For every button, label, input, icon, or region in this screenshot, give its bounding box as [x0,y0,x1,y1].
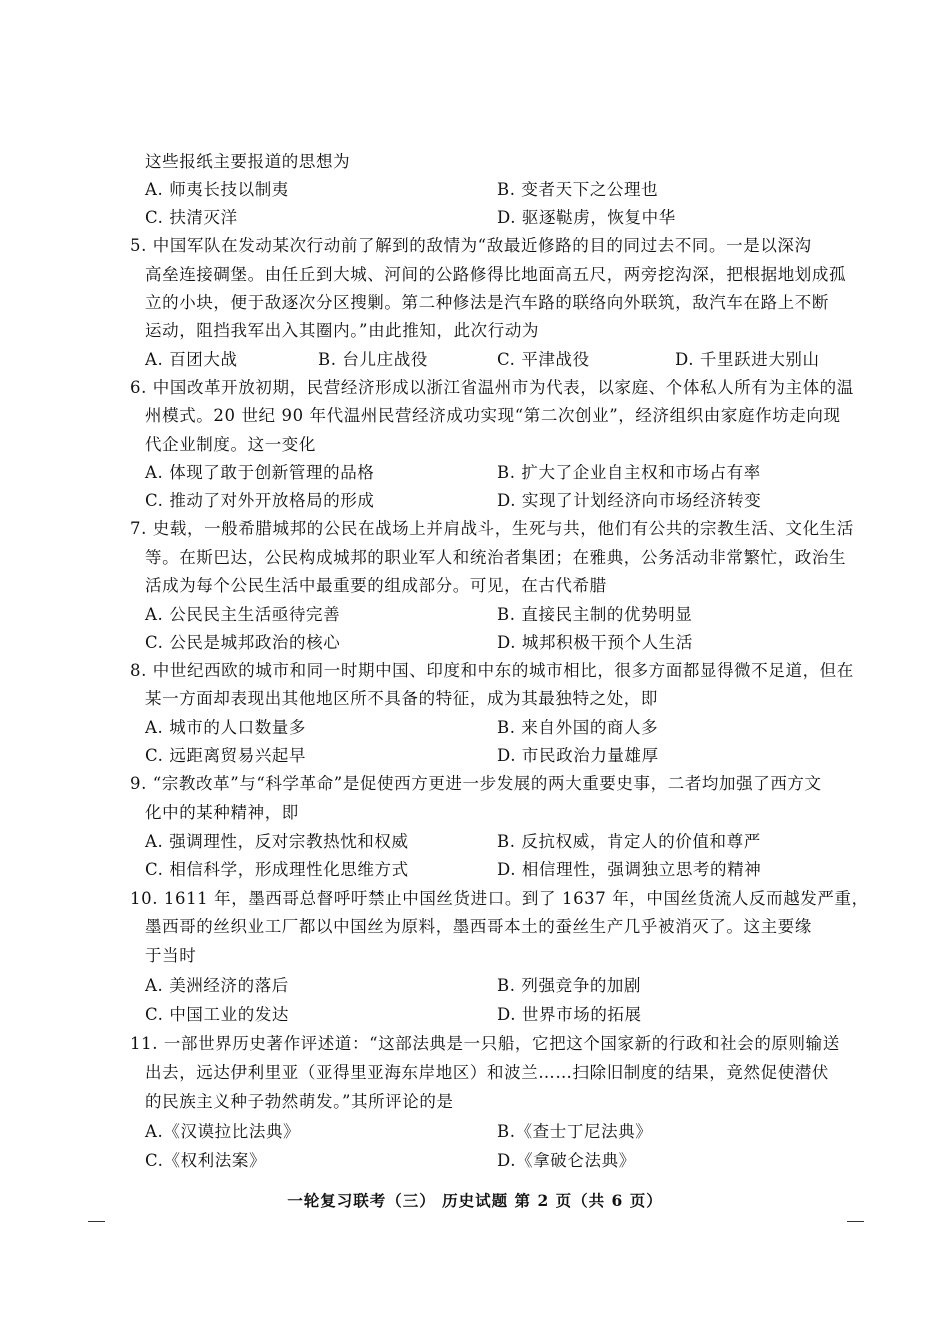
q7-line-3: 活成为每个公民生活中最重要的组成部分。可见，在古代希腊 [145,576,607,595]
right-crop-mark [847,1221,864,1222]
q7-option-c: C. 公民是城邦政治的核心 [145,633,341,652]
q9-line-2: 化中的某种精神，即 [145,803,299,822]
q6-option-b: B. 扩大了企业自主权和市场占有率 [497,463,761,482]
q6-option-a: A. 体现了敢于创新管理的品格 [145,463,375,482]
q10-line-1: 10. 1611 年，墨西哥总督呼吁禁止中国丝货进口。到了 1637 年，中国丝货流人反而越发严重， [130,889,869,908]
q7-option-d: D. 城邦积极干预个人生活 [497,633,693,652]
q5-line-3: 立的小块，便于敌逐次分区搜剿。第二种修法是汽车路的联络向外联筑，敌汽车在路上不断 [145,293,829,312]
q10-line-3: 于当时 [145,946,197,965]
q7-line-1: 7. 史载，一般希腊城邦的公民在战场上并肩战斗，生死与共，他们有公共的宗教生活、文化生活 [130,519,854,538]
q11-line-1: 11. 一部世界历史著作评述道：“这部法典是一只船，它把这个国家新的行政和社会的原则输送 [130,1034,840,1053]
q11-line-2: 出去，远达伊利里亚（亚得里亚海东岸地区）和波兰……扫除旧制度的结果，竟然促使潜伏 [145,1063,829,1082]
question-4-stem-end: 这些报纸主要报道的思想为 [145,152,351,171]
q9-line-1: 9. “宗教改革”与“科学革命”是促使西方更进一步发展的两大重要史事，二者均加强了西方文 [130,774,822,793]
q6-line-1: 6. 中国改革开放初期，民营经济形成以浙江省温州市为代表，以家庭、个体私人所有为主体的温 [130,378,854,397]
q10-option-a: A. 美洲经济的落后 [145,976,289,995]
q11-option-d: D.《拿破仑法典》 [497,1151,636,1170]
q5-option-d: D. 千里跃进大别山 [675,350,820,369]
q8-option-d: D. 市民政治力量雄厚 [497,746,659,765]
q9-option-d: D. 相信理性，强调独立思考的精神 [497,860,762,879]
q11-line-3: 的民族主义种子勃然萌发。”其所评论的是 [145,1092,454,1111]
q11-option-b: B.《查士丁尼法典》 [497,1122,653,1141]
q8-option-a: A. 城市的人口数量多 [145,718,307,737]
q7-option-b: B. 直接民主制的优势明显 [497,605,693,624]
q11-option-a: A.《汉谟拉比法典》 [145,1122,301,1141]
q9-option-a: A. 强调理性，反对宗教热忱和权威 [145,832,409,851]
q8-option-b: B. 来自外国的商人多 [497,718,659,737]
q5-option-a: A. 百团大战 [145,350,238,369]
q10-option-c: C. 中国工业的发达 [145,1005,290,1024]
q9-option-b: B. 反抗权威，肯定人的价值和尊严 [497,832,761,851]
q6-option-c: C. 推动了对外开放格局的形成 [145,491,375,510]
q9-option-c: C. 相信科学，形成理性化思维方式 [145,860,409,879]
q11-option-c: C.《权利法案》 [145,1151,267,1170]
q5-option-c: C. 平津战役 [497,350,590,369]
q4-option-c: C. 扶清灭洋 [145,208,238,227]
page-footer: 一轮复习联考（三） 历史试题 第 2 页（共 6 页） [287,1191,663,1210]
q10-line-2: 墨西哥的丝织业工厂都以中国丝为原料，墨西哥本土的蚕丝生产几乎被消灭了。这主要缘 [145,917,812,936]
q7-option-a: A. 公民民主生活亟待完善 [145,605,341,624]
q4-option-d: D. 驱逐鞑虏，恢复中华 [497,208,676,227]
left-crop-mark [88,1221,105,1222]
q10-option-b: B. 列强竞争的加剧 [497,976,642,995]
q6-line-3: 代企业制度。这一变化 [145,435,316,454]
q10-option-d: D. 世界市场的拓展 [497,1005,642,1024]
q8-line-2: 某一方面却表现出其他地区所不具备的特征，成为其最独特之处，即 [145,689,658,708]
q4-option-a: A. 师夷长技以制夷 [145,180,289,199]
q7-line-2: 等。在斯巴达，公民构成城邦的职业军人和统治者集团；在雅典，公务活动非常繁忙，政治生 [145,548,847,567]
q6-line-2: 州模式。20 世纪 90 年代温州民营经济成功实现“第二次创业”，经济组织由家庭作坊走向现 [145,406,841,425]
q6-option-d: D. 实现了计划经济向市场经济转变 [497,491,762,510]
q5-option-b: B. 台儿庄战役 [318,350,428,369]
q5-line-2: 高垒连接碉堡。由任丘到大城、河间的公路修得比地面高五尺，两旁挖沟深，把根据地划成孤 [145,265,847,284]
q4-option-b: B. 变者天下之公理也 [497,180,659,199]
q5-line-1: 5. 中国军队在发动某次行动前了解到的敌情为“敌最近修路的目的同过去不同。一是以深沟 [130,236,812,255]
q8-option-c: C. 远距离贸易兴起早 [145,746,307,765]
q8-line-1: 8. 中世纪西欧的城市和同一时期中国、印度和中东的城市相比，很多方面都显得微不足道，但在 [130,661,854,680]
q5-line-4: 运动，阻挡我军出入其圈内。”由此推知，此次行动为 [145,321,540,340]
